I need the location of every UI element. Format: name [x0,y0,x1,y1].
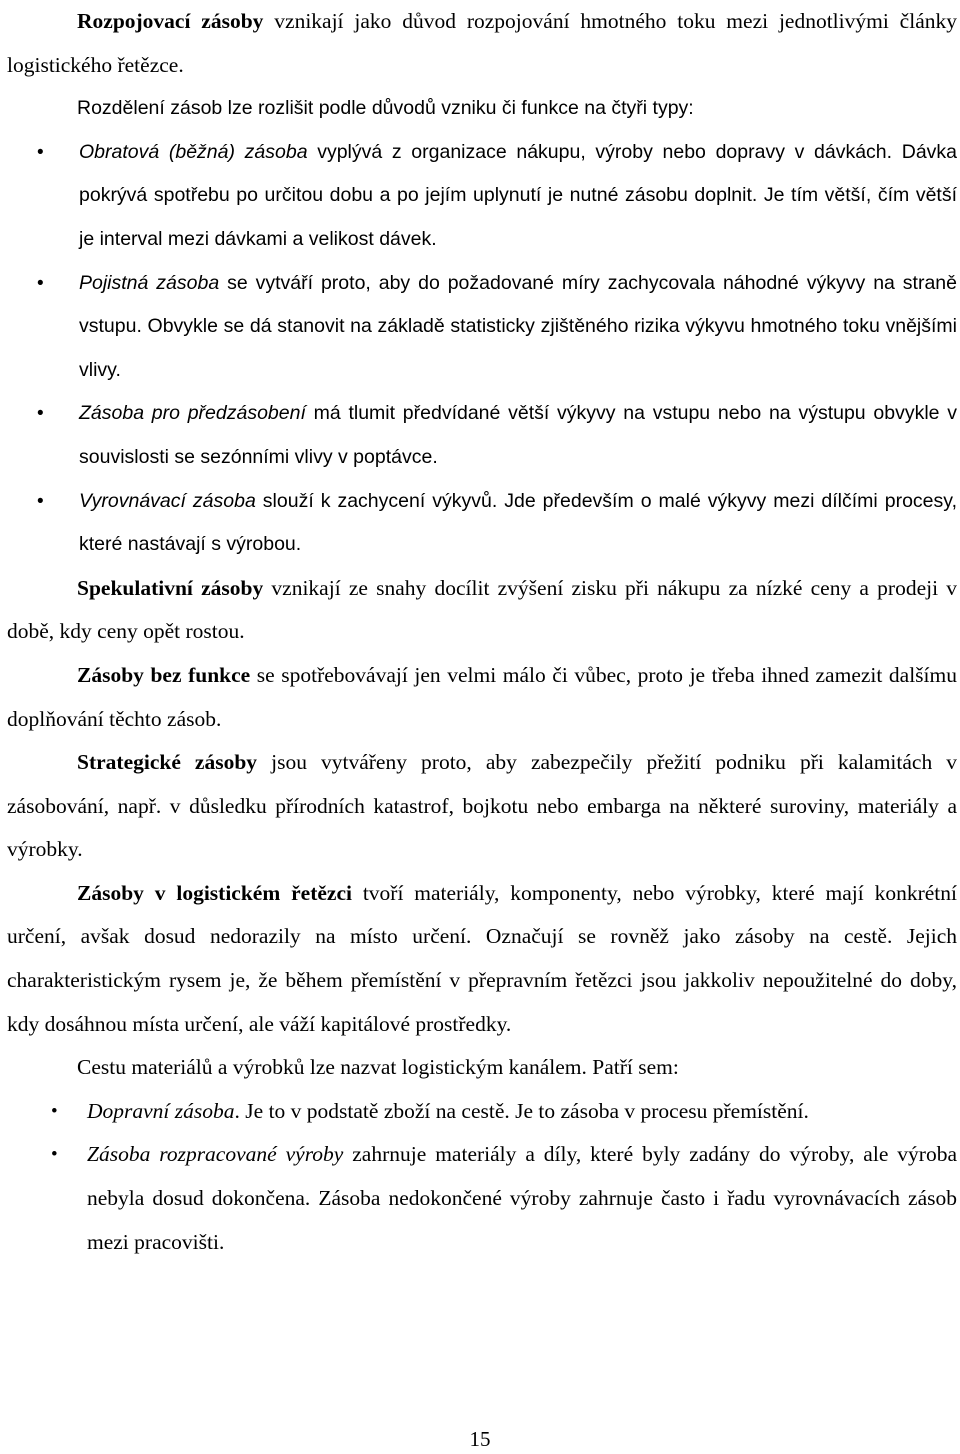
list-item-text: vyplývá z organizace nákupu, výroby nebo dopravy v dávkách. Dávka pokrývá spotřebu po určitou dobu a po jejím uplynutí je nutné zásobu doplnit. Je tím větší, čím větší je interval mezi dávkami a velikost dávek. [79,140,958,250]
inventory-types-list [7,131,957,567]
term-logisticky-retezec: Zásoby v logistickém řetězci [77,880,352,905]
term-spekulativni: Spekulativní zásoby [77,575,264,600]
bullet-icon: • [37,141,44,163]
list-item-term: Pojistná zásoba [79,271,220,294]
term-bez-funkce: Zásoby bez funkce [77,662,251,687]
list-item [7,392,957,479]
paragraph-text: tvoří materiály, komponenty, nebo výrobky, které mají konkrétní určení, avšak dosud nedorazily na místo určení. Označují se rovněž jako zásoby na cestě. Jejich charakteristickým rysem je, že během přemístění v přepravním řetězci jsou jakkoliv nepoužitelné do doby, kdy dosáhnou místa určení, ale váží kapitálové prostředky. [7,880,957,1036]
paragraph-rozpojovaci [7,0,957,87]
paragraph-text: se spotřebovávají jen velmi málo či vůbec, proto je třeba ihned zamezit dalšímu doplňování těchto zásob. [7,662,957,731]
bullet-icon: • [37,403,44,425]
list-item-text: se vytváří proto, aby do požadované míry zachycovala náhodné výkyvy na straně vstupu. Obvykle se dá stanovit na základě statisticky zjištěného rizika výkyvu hmotného toku vnějšími vlivy. [79,271,958,381]
list-item [7,262,957,393]
channel-list [7,1090,957,1264]
list-item-term: Dopravní zásoba [87,1098,235,1123]
bullet-icon: • [37,490,44,512]
list-item-term: Zásoba pro předzásobení [79,402,306,425]
document-page [7,0,957,1264]
list-item-term: Zásoba rozpracované výroby [87,1142,344,1167]
paragraph-text: jsou vytvářeny proto, aby zabezpečily přežití podniku při kalamitách v zásobování, např. v důsledku přírodních katastrof, bojkotu nebo embarga na některé suroviny, materiály a výrobky. [7,750,958,862]
bullet-icon: • [51,1100,58,1122]
list-item-text: . Je to v podstatě zboží na cestě. Je to zásoba v procesu přemístění. [234,1098,809,1123]
bullet-icon: • [37,272,44,294]
paragraph-text: vznikají ze snahy docílit zvýšení zisku při nákupu za nízké ceny a prodeji v době, kdy ceny opět rostou. [7,575,957,644]
paragraph-text: vznikají jako důvod rozpojování hmotného toku mezi jednotlivými články logistického řetězce. [7,9,957,77]
paragraph-bez-funkce [7,654,957,741]
list-item-term: Vyrovnávací zásoba [79,489,256,512]
term-rozpojovaci: Rozpojovací zásoby [77,9,264,33]
bullet-icon: • [51,1144,58,1166]
paragraph-types-intro: Rozdělení zásob lze rozlišit podle důvodů vzniku či funkce na čtyři typy: [77,97,694,120]
list-item [7,131,957,262]
paragraph-strategicke [7,741,957,872]
page-number: 15 [469,1427,491,1451]
list-item-text: slouží k zachycení výkyvů. Jde především o malé výkyvy mezi dílčími procesy, které nastávají s výrobou. [79,489,957,556]
paragraph-logisticky-retezec [7,872,957,1046]
list-item-text: zahrnuje materiály a díly, které byly zadány do výroby, ale výroba nebyla dosud dokončena. Zásoba nedokončené výroby zahrnuje často i řadu vyrovnávacích zásob mezi pracovišti. [87,1142,957,1254]
list-item-term: Obratová (běžná) zásoba [79,140,308,163]
list-item-text: má tlumit předvídané větší výkyvy na vstupu nebo na výstupu obvykle v souvislosti se sezónními vlivy v poptávce. [79,402,958,468]
list-item [7,480,957,567]
list-item [7,1133,957,1264]
term-strategicke: Strategické zásoby [77,750,258,775]
paragraph-spekulativni [7,567,957,654]
list-item [7,1090,957,1134]
paragraph-kanal-intro: Cestu materiálů a výrobků lze nazvat logistickým kanálem. Patří sem: [77,1055,679,1080]
